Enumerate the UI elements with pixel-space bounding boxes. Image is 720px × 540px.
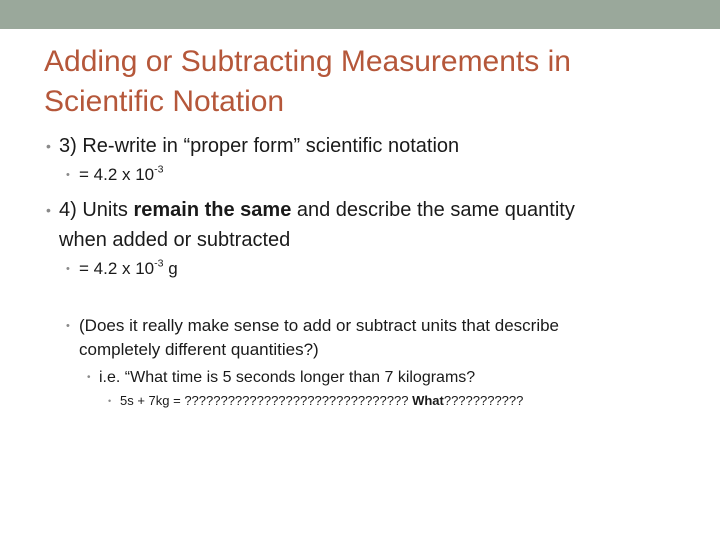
bullet-item-3: 3) Re-write in “proper form” scientific notation <box>59 135 460 157</box>
bullet-marker: • <box>66 320 70 332</box>
equation-text: 5s + 7kg = ??????????????????????????????? <box>120 393 413 408</box>
bullet-4-text-post: and describe the same quantity <box>291 199 575 221</box>
bullet-4-text-pre: 4) Units <box>59 199 134 221</box>
sub-sub-sub-bullet-equation <box>120 392 523 410</box>
bullet-marker: • <box>66 169 70 181</box>
bullet-marker: • <box>66 263 70 275</box>
sub-bullet-question-line-2: completely different quantities?) <box>79 340 319 359</box>
bullet-marker: • <box>46 202 51 218</box>
sci-notation-exponent: -3 <box>154 163 164 176</box>
sub-sub-bullet-example: i.e. “What time is 5 seconds longer than 7 kilograms? <box>99 369 476 386</box>
sci-notation-exponent: -3 <box>154 257 164 270</box>
bullet-marker: • <box>87 372 91 383</box>
bullet-marker: • <box>46 138 51 154</box>
unit-label: g <box>163 259 178 278</box>
sci-notation-base: = 4.2 x 10 <box>79 259 155 278</box>
bullet-4-emphasis: remain the same <box>133 199 292 221</box>
equation-emphasis: What <box>412 393 444 408</box>
sub-bullet-with-units <box>79 257 178 281</box>
sci-notation-base: = 4.2 x 10 <box>79 165 155 184</box>
title-line-1: Adding or Subtracting Measurements in <box>44 45 571 78</box>
sub-bullet-proper-form <box>79 163 164 187</box>
equation-trailing: ??????????? <box>443 393 524 408</box>
bullet-marker: • <box>108 396 112 406</box>
title-line-2: Scientific Notation <box>44 85 285 118</box>
bullet-item-4-line-2: when added or subtracted <box>59 229 291 251</box>
bullet-item-4 <box>59 195 575 225</box>
sub-bullet-question: (Does it really make sense to add or subtract units that describe <box>79 316 560 335</box>
